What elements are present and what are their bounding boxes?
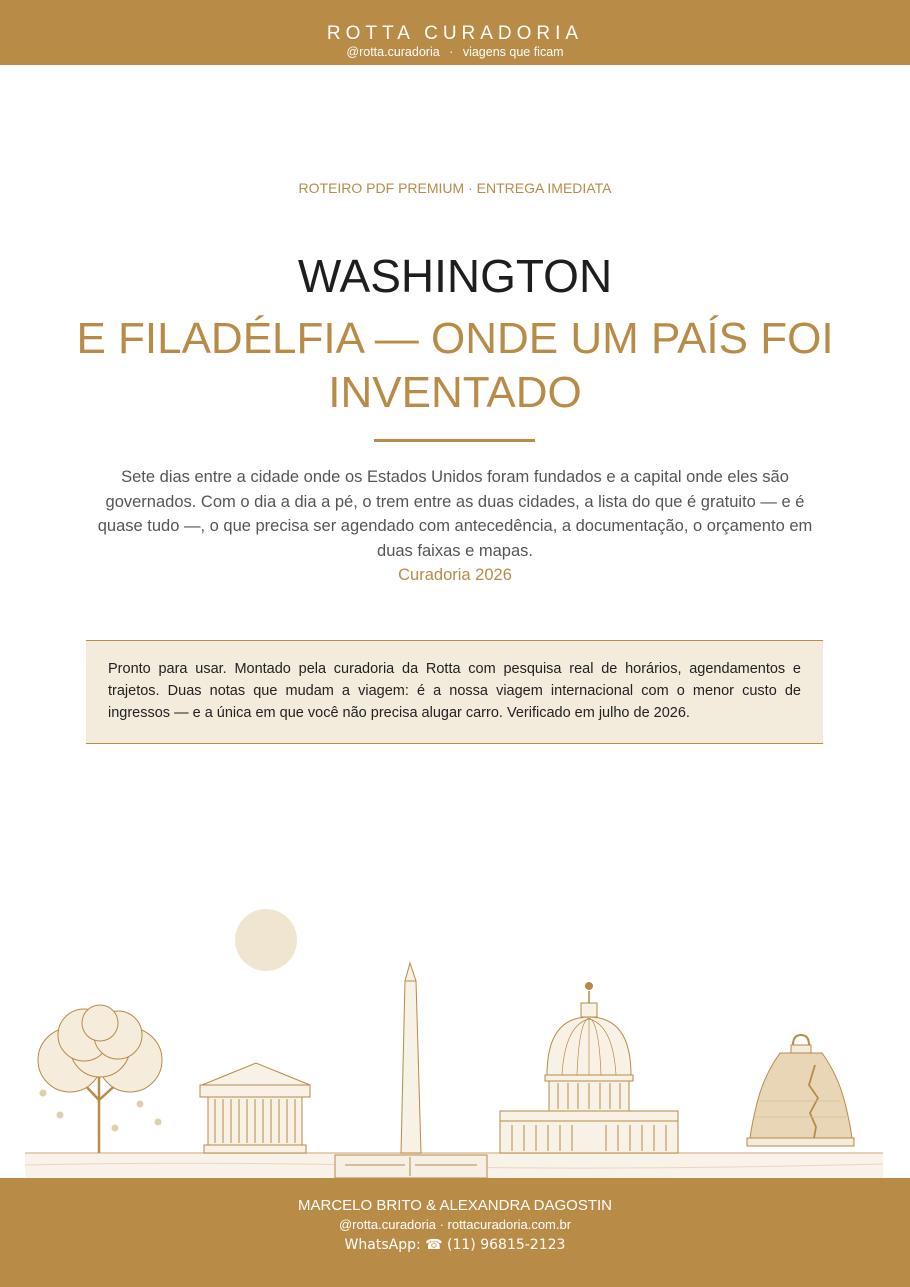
authors-line: MARCELO BRITO & ALEXANDRA DAGOSTIN — [298, 1197, 612, 1214]
instagram-handle: @rotta.curadoria — [346, 45, 440, 59]
liberty-bell-icon — [747, 1035, 854, 1146]
brand-name: ROTTA CURADORIA — [326, 23, 584, 44]
title-divider — [374, 439, 535, 442]
page-title: WASHINGTON — [297, 250, 613, 302]
cherry-tree-icon — [38, 1005, 162, 1153]
top-banner — [0, 0, 910, 65]
footer-banner — [0, 1178, 910, 1287]
skyline-illustration — [0, 895, 910, 1178]
brand-tagline: viagens que ficam — [462, 45, 564, 59]
whatsapp-line: WhatsApp: ☎ (11) 96815-2123 — [344, 1237, 566, 1253]
brand-handle-line — [0, 45, 910, 59]
capitol-icon — [500, 983, 678, 1154]
contact-line: @rotta.curadoria · rottacuradoria.com.br — [338, 1217, 572, 1232]
info-note-text: Pronto para usar. Montado pela curadoria da Rotta com pesquisa real de horários, agendamentos e trajetos. Duas notas que mudam a viagem: é a nossa viagem internacional com o menor custo de ingressos — e a única em que você não precisa alugar carro. Verificado em julho de 2026. — [108, 661, 801, 721]
cover-description: Sete dias entre a cidade onde os Estados Unidos foram fundados e a capital onde eles são governados. Com o dia a dia a pé, o trem entre as duas cidades, a lista do que é gratuito — e é quase tudo —, o que precisa ser agendado com antecedência, a documentação, o orçamento em duas faixas e mapas. — [97, 468, 813, 560]
memorial-icon — [200, 1063, 310, 1153]
reflecting-pool-icon — [335, 1155, 487, 1178]
obelisk-icon — [401, 963, 421, 1153]
info-note-box — [86, 640, 823, 744]
page-subtitle: E FILADÉLFIA — ONDE UM PAÍS FOI INVENTADO — [76, 314, 834, 417]
sun-icon — [235, 909, 297, 971]
edition-label: Curadoria 2026 — [398, 566, 512, 584]
separator-dot: · — [449, 45, 454, 59]
eyebrow-label: ROTEIRO PDF PREMIUM · ENTREGA IMEDIATA — [298, 180, 612, 196]
